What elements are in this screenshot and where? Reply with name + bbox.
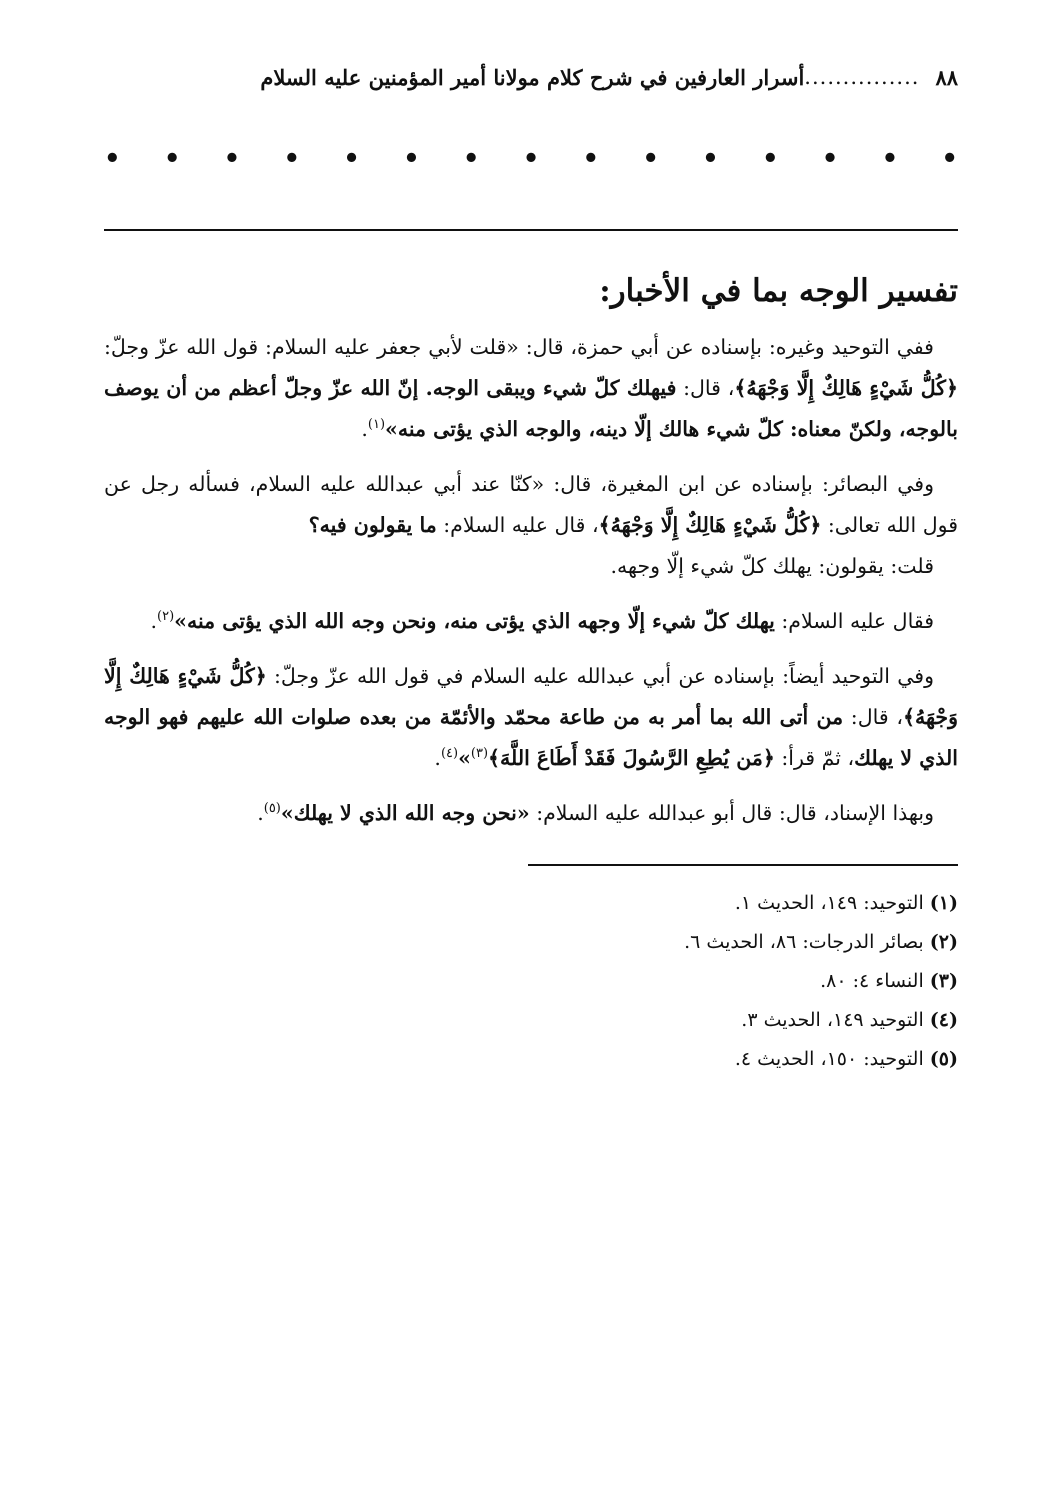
paragraph-text: ، ثمّ قرأ: — [774, 746, 855, 770]
footnote-text: التوحيد ١٤٩، الحديث ٣. — [741, 1009, 924, 1031]
paragraph-text: وفي التوحيد أيضاً: بإسناده عن أبي عبدالله عليه السلام في قول الله عزّ وجلّ: — [266, 664, 934, 688]
paragraph — [104, 656, 958, 779]
paragraph-text: . — [150, 609, 157, 633]
ornament-dot: • — [223, 144, 241, 174]
footnote-ref[interactable]: (١) — [367, 417, 386, 433]
footnote-item — [104, 923, 958, 962]
ornament-dot: • — [522, 144, 540, 174]
footnote-item — [104, 1001, 958, 1040]
ornament-dot: • — [462, 144, 480, 174]
section-title: تفسير الوجه بما في الأخبار: — [599, 273, 958, 309]
footnote-number: (١) — [929, 892, 958, 914]
footnote-ref[interactable]: (٣) — [470, 746, 489, 762]
paragraph — [104, 464, 958, 546]
paragraph — [104, 793, 958, 834]
footnote-number: (٤) — [929, 1009, 958, 1031]
footnote-item — [104, 962, 958, 1001]
quote-close: » — [458, 746, 471, 770]
ornament-dot: • — [702, 144, 719, 174]
hadith-quote: من أتى الله بما أمر به من طاعة محمّد والأئمّة من بعده صلوات الله عليهم فهو الوجه الذي لا يهلك — [104, 705, 958, 770]
ornament-dot: • — [941, 144, 958, 174]
ornament-dot: • — [104, 144, 121, 174]
ornament-dots-row — [104, 137, 958, 181]
paragraph — [104, 327, 958, 450]
quran-quote: ﴿كُلُّ شَيْءٍ هَالِكٌ إِلَّا وَجْهَهُ﴾ — [104, 664, 959, 729]
ornament-dot: • — [881, 144, 899, 174]
quran-quote: ﴿كُلُّ شَيْءٍ هَالِكٌ إِلَّا وَجْهَهُ﴾ — [598, 513, 822, 537]
ornament-dot: • — [821, 144, 839, 174]
footnote-number: (٢) — [929, 931, 958, 953]
footnote-text: التوحيد: ١٥٠، الحديث ٤. — [734, 1048, 924, 1070]
quran-quote: ﴿مَن يُطِعِ الرَّسُولَ فَقَدْ أَطَاعَ اللَّهَ﴾ — [488, 746, 775, 770]
paragraph-text: ، قال: — [843, 705, 903, 729]
footnote-ref[interactable]: (٤) — [440, 746, 459, 762]
hadith-quote: يهلك كلّ شيء إلّا وجهه الذي يؤتى منه، ونحن وجه الله الذي يؤتى منه» — [174, 609, 775, 633]
ornament-dot: • — [403, 144, 420, 174]
paragraph — [104, 601, 958, 642]
quran-quote: ﴿كُلُّ شَيْءٍ هَالِكٌ إِلَّا وَجْهَهُ﴾ — [734, 376, 958, 400]
paragraph-text: ، قال: — [676, 376, 735, 400]
ornament-dot: • — [283, 144, 301, 174]
footnote-text: النساء ٤: ٨٠. — [820, 970, 924, 992]
footnote-divider — [528, 864, 958, 866]
paragraph-text: وفي البصائر: بإسناده عن ابن المغيرة، قال: «كنّا عند أبي عبدالله عليه السلام، فسأله رجل عن قول الله تعالى: — [104, 472, 958, 537]
footnote-item — [104, 1040, 958, 1079]
paragraph-text: وبهذا الإسناد، قال: قال أبو عبدالله عليه السلام: — [529, 801, 934, 825]
footnote-text: التوحيد: ١٤٩، الحديث ١. — [734, 892, 924, 914]
footnote-number: (٣) — [929, 970, 958, 992]
paragraph-text: ، قال عليه السلام: — [436, 513, 599, 537]
paragraph — [104, 546, 958, 587]
ornament-dot: • — [163, 144, 181, 174]
ornament-dot: • — [582, 144, 600, 174]
footnotes — [104, 884, 958, 1079]
paragraph-text: . — [257, 801, 264, 825]
paragraph-text: . — [361, 417, 368, 441]
paragraph-text: فقال عليه السلام: — [774, 609, 934, 633]
footnote-number: (٥) — [929, 1048, 958, 1070]
hadith-quote: ما يقولون فيه؟ — [308, 513, 437, 537]
book-page — [104, 55, 958, 1079]
hadith-quote: «نحن وجه الله الذي لا يهلك» — [280, 801, 530, 825]
ornament-dot: • — [343, 144, 360, 174]
page-number: ٨٨ — [935, 64, 958, 90]
paragraph-text: . — [434, 746, 441, 770]
header-dots: ............... — [804, 65, 920, 89]
footnote-item — [104, 884, 958, 923]
footnote-ref[interactable]: (٢) — [157, 609, 175, 625]
hadith-quote: فيهلك كلّ شيء ويبقى الوجه. إنّ الله عزّ وجلّ أعظم من أن يوصف بالوجه، ولكنّ معناه: كلّ شيء هالك إلّا دينه، والوجه الذي يؤتى منه» — [104, 376, 958, 441]
top-divider — [104, 229, 958, 231]
paragraph-text: قلت: يقولون: يهلك كلّ شيء إلّا وجهه. — [610, 554, 934, 578]
ornament-dot: • — [642, 144, 659, 174]
footnote-text: بصائر الدرجات: ٨٦، الحديث ٦. — [684, 931, 924, 953]
ornament-dot: • — [761, 144, 779, 174]
footnote-ref[interactable]: (٥) — [263, 801, 281, 817]
paragraph-text: ففي التوحيد وغيره: بإسناده عن أبي حمزة، قال: «قلت لأبي جعفر عليه السلام: قول الله عزّ وجلّ: — [104, 335, 934, 359]
running-header — [104, 55, 958, 99]
book-title: أسرار العارفين في شرح كلام مولانا أمير المؤمنين عليه السلام — [260, 64, 805, 90]
